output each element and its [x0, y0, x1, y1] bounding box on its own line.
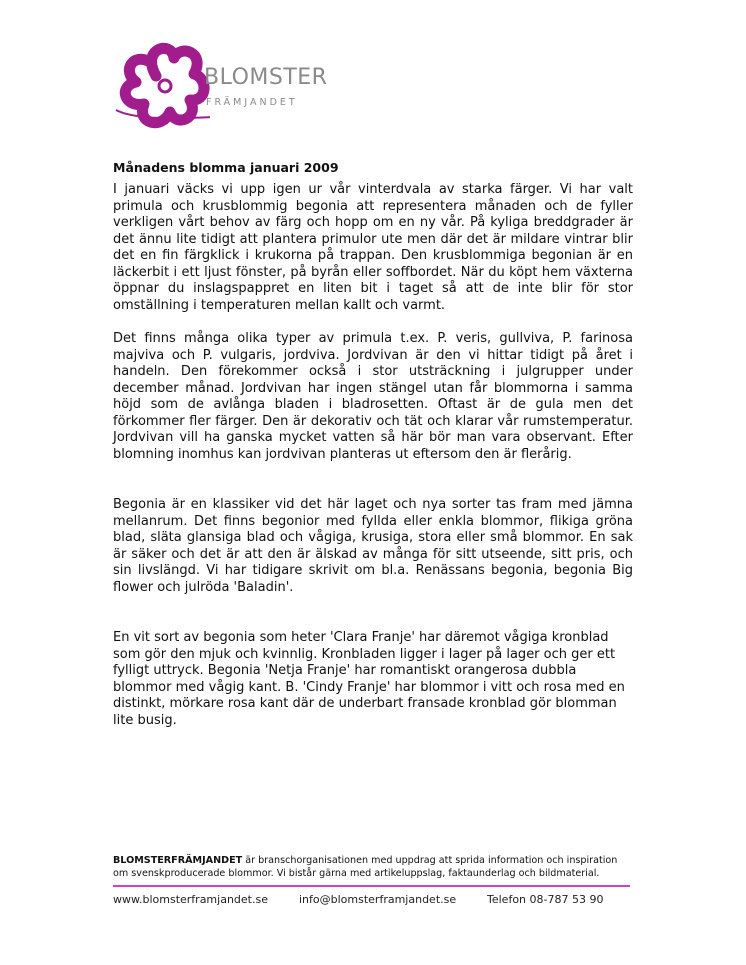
article	[113, 160, 633, 729]
article-paragraph: I januari väcks vi upp igen ur vår vinterdvala av starka färger. Vi har valt primula och krusblommig begonia att representera månaden och de fyller verkligen vårt behov av färg och hopp om en ny vår. På kyliga breddgrader är det ännu lite tidigt att plantera primulor ute men där det är mildare vintrar blir det en fin färgklick i krukorna på trappan. Den krusblommiga begonian är en läckerbit i ett ljust fönster, på byrån eller soffbordet. När du köpt hem växterna öppnar du inslagspappret en liten bit i taget så att de inte blir för stor omställning i temperaturen mellan kallt och varmt.	[113, 182, 633, 313]
footer	[113, 855, 633, 887]
footer-description	[113, 855, 633, 880]
footer-divider	[113, 885, 630, 887]
website-link[interactable]: www.blomsterframjandet.se	[113, 893, 268, 906]
brand-subtitle: FRÄMJANDET	[206, 97, 298, 108]
brand-name: BLOMSTER	[204, 65, 328, 90]
article-paragraph: En vit sort av begonia som heter 'Clara Franje' har däremot vågiga kronblad som gör den mjuk och kvinnlig. Kronbladen ligger i lager på lager och ger ett fylligt uttryck. Begonia 'Netja Franje' har romantiskt orangerosa dubbla blommor med vågig kant. B. 'Cindy Franje' har blommor i vitt och rosa med en distinkt, mörkare rosa kant där de underbart fransade kronblad gör blomman lite busig.	[113, 630, 625, 728]
phone-number: Telefon 08-787 53 90	[487, 893, 604, 906]
email-link[interactable]: info@blomsterframjandet.se	[299, 893, 457, 906]
footer-org-name: BLOMSTERFRÄMJANDET	[113, 855, 243, 866]
brand-logo	[110, 38, 370, 138]
article-paragraph: Det finns många olika typer av primula t.ex. P. veris, gullviva, P. farinosa majviva och P. vulgaris, jordviva. Jordvivan är den vi hittar tidigt på året i handeln. Den förekommer också i stor utsträckning i julgrupper under december månad. Jordvivan har ingen stängel utan får blommorna i samma höjd som de avlånga bladen i bladrosetten. Oftast är de gula men det förkommer fler färger. Den är dekorativ och tät och klarar vår rumstemperatur. Jordvivan vill ha ganska mycket vatten så här bör man vara observant. Efter blomning inomhus kan jordvivan planteras ut eftersom den är flerårig.	[113, 331, 633, 462]
footer-description-text: är branschorganisationen med uppdrag att sprida information och inspiration om svenskproducerade blommor. Vi bistår gärna med artikeluppslag, faktaunderlag och bildmaterial.	[113, 855, 618, 879]
article-paragraph: Begonia är en klassiker vid det här laget och nya sorter tas fram med jämna mellanrum. Det finns begonior med fyllda eller enkla blommor, flikiga gröna blad, släta glansiga blad och vågiga, krusiga, stora eller små blommor. En sak är säker och det är att den är älskad av många för sitt utseende, sitt pris, och sin livslängd. Vi har tidigare skrivit om bl.a. Renässans begonia, begonia Big flower och julröda 'Baladin'.	[113, 497, 633, 595]
article-title: Månadens blomma januari 2009	[113, 160, 339, 175]
flower-logo-icon	[110, 38, 210, 138]
